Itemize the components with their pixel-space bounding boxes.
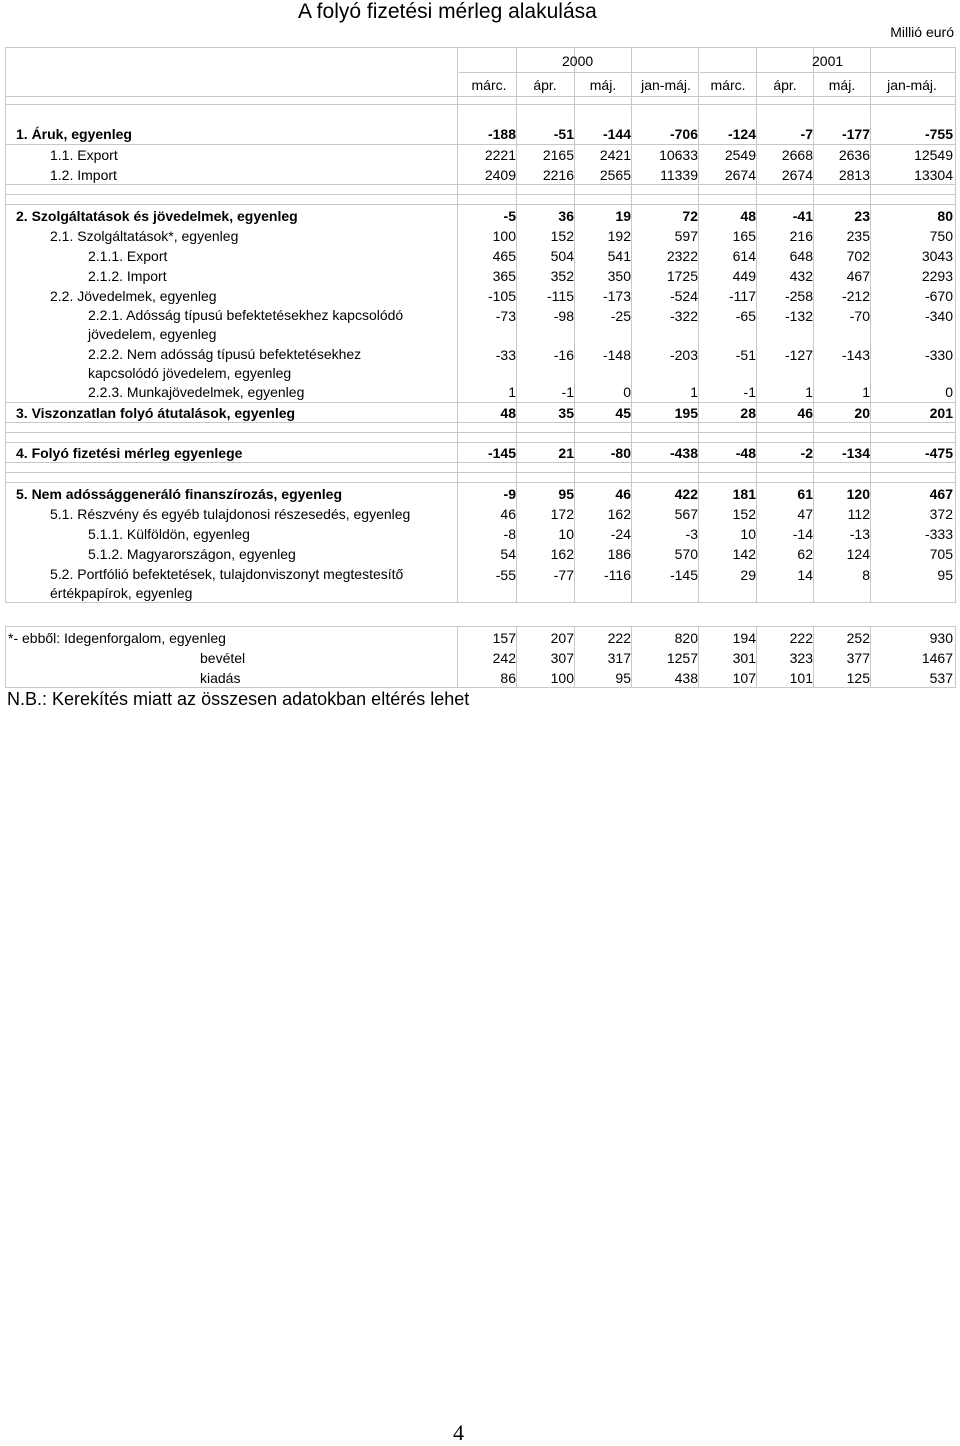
table-cell: 201 — [929, 405, 953, 421]
table-cell: -127 — [784, 347, 813, 363]
table-cell: 29 — [740, 567, 756, 583]
table-cell: -3 — [685, 526, 698, 542]
page-title: A folyó fizetési mérleg alakulása — [298, 0, 597, 23]
table-cell: 95 — [615, 670, 631, 686]
month-header: márc. — [710, 77, 746, 93]
table-cell: 222 — [789, 630, 813, 646]
table-cell: 142 — [732, 546, 756, 562]
table-cell: 449 — [732, 268, 756, 284]
table-cell: 648 — [789, 248, 813, 264]
table-cell: 1 — [805, 384, 813, 400]
month-header: ápr. — [533, 77, 557, 93]
table-row — [0, 403, 960, 423]
table-cell: 222 — [607, 630, 631, 646]
table-cell: 100 — [492, 228, 516, 244]
table-cell: -41 — [792, 208, 813, 224]
table-cell: -134 — [841, 445, 870, 461]
table-cell: -65 — [735, 308, 756, 324]
table-cell: -145 — [669, 567, 698, 583]
table-row — [0, 206, 960, 226]
table-cell: 165 — [732, 228, 756, 244]
month-header: máj. — [828, 77, 856, 93]
table-cell: 14 — [797, 567, 813, 583]
table-cell: 162 — [607, 506, 631, 522]
table-cell: -148 — [602, 347, 631, 363]
table-cell: 54 — [500, 546, 516, 562]
table-cell: 1467 — [921, 650, 953, 666]
table-cell: 107 — [732, 670, 756, 686]
table-cell: 12549 — [914, 147, 953, 163]
page-number: 4 — [453, 1420, 464, 1445]
table-cell: 0 — [623, 384, 631, 400]
table-cell: 2674 — [781, 167, 813, 183]
table-cell: 10 — [558, 526, 574, 542]
table-cell: 2674 — [724, 167, 756, 183]
table-cell: 323 — [789, 650, 813, 666]
table-cell: 252 — [846, 630, 870, 646]
table-cell: 422 — [674, 486, 698, 502]
table-row — [0, 345, 960, 381]
row-divider — [6, 194, 956, 195]
table-cell: 36 — [558, 208, 574, 224]
row-label: 2.2. Jövedelmek, egyenleg — [50, 288, 217, 304]
table-cell: 181 — [732, 486, 756, 502]
table-cell: -105 — [487, 288, 516, 304]
table-cell: 152 — [732, 506, 756, 522]
row-label: 2.2.1. Adósság típusú befektetésekhez kapcsolódó jövedelem, egyenleg — [88, 307, 404, 342]
row-label: 1.2. Import — [50, 167, 117, 183]
row-label: 2.2.2. Nem adósság típusú befektetésekhez kapcsolódó jövedelem, egyenleg — [88, 346, 362, 381]
table-cell: -13 — [849, 526, 870, 542]
table-cell: 614 — [732, 248, 756, 264]
table-cell: 2813 — [838, 167, 870, 183]
table-cell: 23 — [854, 208, 870, 224]
table-cell: 61 — [797, 486, 813, 502]
table-cell: -48 — [735, 445, 756, 461]
table-cell: 301 — [732, 650, 756, 666]
month-header: ápr. — [773, 77, 797, 93]
year-underline — [700, 72, 955, 73]
table-cell: -51 — [735, 347, 756, 363]
table-cell: -203 — [669, 347, 698, 363]
tourism-row — [0, 628, 960, 648]
tourism-row — [0, 648, 960, 668]
row-label: 4. Folyó fizetési mérleg egyenlege — [16, 445, 243, 461]
table-cell: 2216 — [542, 167, 574, 183]
table-cell: 1 — [508, 384, 516, 400]
table-cell: 195 — [674, 405, 698, 421]
table-cell: -98 — [553, 308, 574, 324]
table-cell: 2293 — [921, 268, 953, 284]
table-row — [0, 246, 960, 266]
table-cell: 2221 — [484, 147, 516, 163]
table-cell: -132 — [784, 308, 813, 324]
table-cell: 537 — [929, 670, 953, 686]
table-cell: -25 — [610, 308, 631, 324]
table-cell: 45 — [615, 405, 631, 421]
table-cell: -212 — [841, 288, 870, 304]
table-cell: 11339 — [660, 167, 698, 183]
month-header: máj. — [589, 77, 617, 93]
table-cell: 820 — [674, 630, 698, 646]
row-label: *- ebből: Idegenforgalom, egyenleg — [8, 630, 226, 646]
table-row — [0, 266, 960, 286]
table-cell: 48 — [500, 405, 516, 421]
row-divider — [6, 104, 956, 105]
row-label: 5.1.2. Magyarországon, egyenleg — [88, 546, 296, 562]
row-label: 5.1. Részvény és egyéb tulajdonosi részesedés, egyenleg — [50, 506, 411, 522]
month-header: jan-máj. — [641, 77, 691, 93]
table-cell: -2 — [800, 445, 813, 461]
table-cell: -116 — [604, 567, 631, 583]
row-divider — [6, 472, 956, 473]
row-label: 2.1.2. Import — [88, 268, 167, 284]
table-cell: 2409 — [484, 167, 516, 183]
table-row — [0, 124, 960, 144]
table-cell: -51 — [553, 126, 574, 142]
row-label: 5.1.1. Külföldön, egyenleg — [88, 526, 250, 542]
table-cell: 2636 — [838, 147, 870, 163]
table-cell: 465 — [492, 248, 516, 264]
table-cell: -24 — [610, 526, 631, 542]
table-cell: -333 — [924, 526, 953, 542]
row-divider — [6, 96, 956, 97]
table-cell: 47 — [797, 506, 813, 522]
table-cell: 86 — [500, 670, 516, 686]
table-cell: 0 — [945, 384, 953, 400]
table-cell: 20 — [854, 405, 870, 421]
row-label: 1. Áruk, egyenleg — [16, 126, 132, 142]
row-divider — [6, 482, 956, 483]
table-cell: 46 — [615, 486, 631, 502]
row-label: 5. Nem adóssággeneráló finanszírozás, egyenleg — [16, 486, 342, 502]
table-cell: -438 — [669, 445, 698, 461]
table-cell: 467 — [846, 268, 870, 284]
table-cell: -5 — [503, 208, 516, 224]
table-cell: 207 — [550, 630, 574, 646]
table-cell: 705 — [929, 546, 953, 562]
table-row — [0, 504, 960, 524]
table-cell: 467 — [929, 486, 953, 502]
table-cell: -340 — [924, 308, 953, 324]
table-row — [0, 286, 960, 306]
table-cell: 194 — [732, 630, 756, 646]
year-underline — [459, 72, 699, 73]
table-cell: 192 — [607, 228, 631, 244]
row-label: 1.1. Export — [50, 147, 118, 163]
table-cell: 62 — [797, 546, 813, 562]
table-cell: 350 — [607, 268, 631, 284]
table-cell: 46 — [500, 506, 516, 522]
table-cell: -322 — [669, 308, 698, 324]
table-cell: 242 — [492, 650, 516, 666]
row-label: kiadás — [200, 670, 241, 686]
table-cell: -1 — [743, 384, 756, 400]
table-row — [0, 524, 960, 544]
table-row — [0, 382, 960, 402]
unit-label: Millió euró — [890, 24, 954, 40]
table-cell: -9 — [503, 486, 516, 502]
table-cell: 2668 — [781, 147, 813, 163]
table-cell: -177 — [841, 126, 870, 142]
row-divider — [6, 204, 956, 205]
table-row — [0, 565, 960, 601]
table-cell: -7 — [800, 126, 813, 142]
table-cell: -33 — [495, 347, 516, 363]
table-cell: 352 — [550, 268, 574, 284]
table-cell: 570 — [674, 546, 698, 562]
table-cell: -706 — [669, 126, 698, 142]
table-cell: 1 — [862, 384, 870, 400]
table-cell: -258 — [784, 288, 813, 304]
table-cell: 1257 — [666, 650, 698, 666]
table-cell: 35 — [558, 405, 574, 421]
row-label: 2. Szolgáltatások és jövedelmek, egyenleg — [16, 208, 298, 224]
table-cell: -475 — [924, 445, 953, 461]
table-cell: 125 — [846, 670, 870, 686]
table-row — [0, 544, 960, 564]
table-cell: 72 — [682, 208, 698, 224]
table-cell: 95 — [937, 567, 953, 583]
table-cell: 702 — [846, 248, 870, 264]
table-cell: 46 — [797, 405, 813, 421]
row-label: 2.1.1. Export — [88, 248, 168, 264]
table-cell: 1725 — [666, 268, 698, 284]
table-cell: 438 — [674, 670, 698, 686]
table-cell: 930 — [929, 630, 953, 646]
table-cell: -755 — [924, 126, 953, 142]
table-cell: 365 — [492, 268, 516, 284]
row-label: 5.2. Portfólió befektetések, tulajdonviszonyt megtestesítő értékpapírok, egyenleg — [50, 566, 404, 601]
table-cell: -8 — [503, 526, 516, 542]
table-cell: -73 — [495, 308, 516, 324]
table-cell: 235 — [846, 228, 870, 244]
table-cell: -14 — [792, 526, 813, 542]
table-cell: 13304 — [914, 167, 953, 183]
table-cell: -70 — [849, 308, 870, 324]
table-cell: -124 — [727, 126, 756, 142]
table-cell: 80 — [937, 208, 953, 224]
table-cell: -143 — [841, 347, 870, 363]
table-cell: -1 — [561, 384, 574, 400]
tourism-row — [0, 668, 960, 688]
table-cell: 2165 — [542, 147, 574, 163]
table-cell: -16 — [553, 347, 574, 363]
table-cell: 317 — [607, 650, 631, 666]
table-cell: -330 — [924, 347, 953, 363]
table-cell: -115 — [547, 288, 574, 304]
table-cell: 567 — [674, 506, 698, 522]
table-cell: 101 — [789, 670, 813, 686]
row-label: bevétel — [200, 650, 246, 666]
table-row — [0, 443, 960, 463]
table-cell: 2549 — [724, 147, 756, 163]
table-cell: 157 — [492, 630, 516, 646]
table-cell: 541 — [607, 248, 631, 264]
table-cell: 2421 — [599, 147, 631, 163]
table-cell: -144 — [602, 126, 631, 142]
table-cell: 95 — [558, 486, 574, 502]
table-row — [0, 145, 960, 165]
table-cell: 377 — [846, 650, 870, 666]
month-header: jan-máj. — [887, 77, 937, 93]
year-2001-header: 2001 — [812, 53, 844, 69]
table-cell: -173 — [602, 288, 631, 304]
table-cell: 112 — [847, 506, 870, 522]
table-row — [0, 306, 960, 342]
table-cell: 216 — [789, 228, 813, 244]
row-label: 2.1. Szolgáltatások*, egyenleg — [50, 228, 239, 244]
footnote: N.B.: Kerekítés miatt az összesen adatokban eltérés lehet — [7, 689, 470, 709]
table-cell: 124 — [846, 546, 870, 562]
table-cell: -77 — [553, 567, 574, 583]
table-cell: -145 — [487, 445, 516, 461]
table-row — [0, 226, 960, 246]
table-cell: 3043 — [921, 248, 953, 264]
table-cell: -55 — [495, 567, 516, 583]
table-cell: -117 — [729, 288, 756, 304]
table-cell: 10 — [740, 526, 756, 542]
table-row — [0, 165, 960, 185]
table-cell: 21 — [558, 445, 574, 461]
table-cell: 152 — [550, 228, 574, 244]
row-divider — [6, 432, 956, 433]
table-cell: -80 — [610, 445, 631, 461]
table-cell: 2565 — [599, 167, 631, 183]
table-cell: 1 — [690, 384, 698, 400]
table-cell: 48 — [740, 208, 756, 224]
table-cell: 307 — [550, 650, 574, 666]
table-cell: 8 — [862, 567, 870, 583]
row-label: 2.2.3. Munkajövedelmek, egyenleg — [88, 384, 305, 400]
table-cell: 100 — [550, 670, 574, 686]
table-cell: 120 — [846, 486, 870, 502]
table-cell: 28 — [740, 405, 756, 421]
table-cell: 186 — [607, 546, 631, 562]
table-cell: 172 — [550, 506, 574, 522]
table-cell: 432 — [789, 268, 813, 284]
table-cell: 372 — [929, 506, 953, 522]
month-header: márc. — [471, 77, 507, 93]
table-cell: -670 — [924, 288, 953, 304]
table-cell: 19 — [615, 208, 631, 224]
table-cell: -188 — [487, 126, 516, 142]
year-2000-header: 2000 — [562, 53, 594, 69]
table-cell: -524 — [669, 288, 698, 304]
table-cell: 2322 — [666, 248, 698, 264]
table-cell: 504 — [550, 248, 574, 264]
table-cell: 10633 — [659, 147, 698, 163]
table-cell: 597 — [674, 228, 698, 244]
table-row — [0, 484, 960, 504]
row-label: 3. Viszonzatlan folyó átutalások, egyenleg — [16, 405, 296, 421]
table-cell: 162 — [550, 546, 574, 562]
table-cell: 750 — [929, 228, 953, 244]
